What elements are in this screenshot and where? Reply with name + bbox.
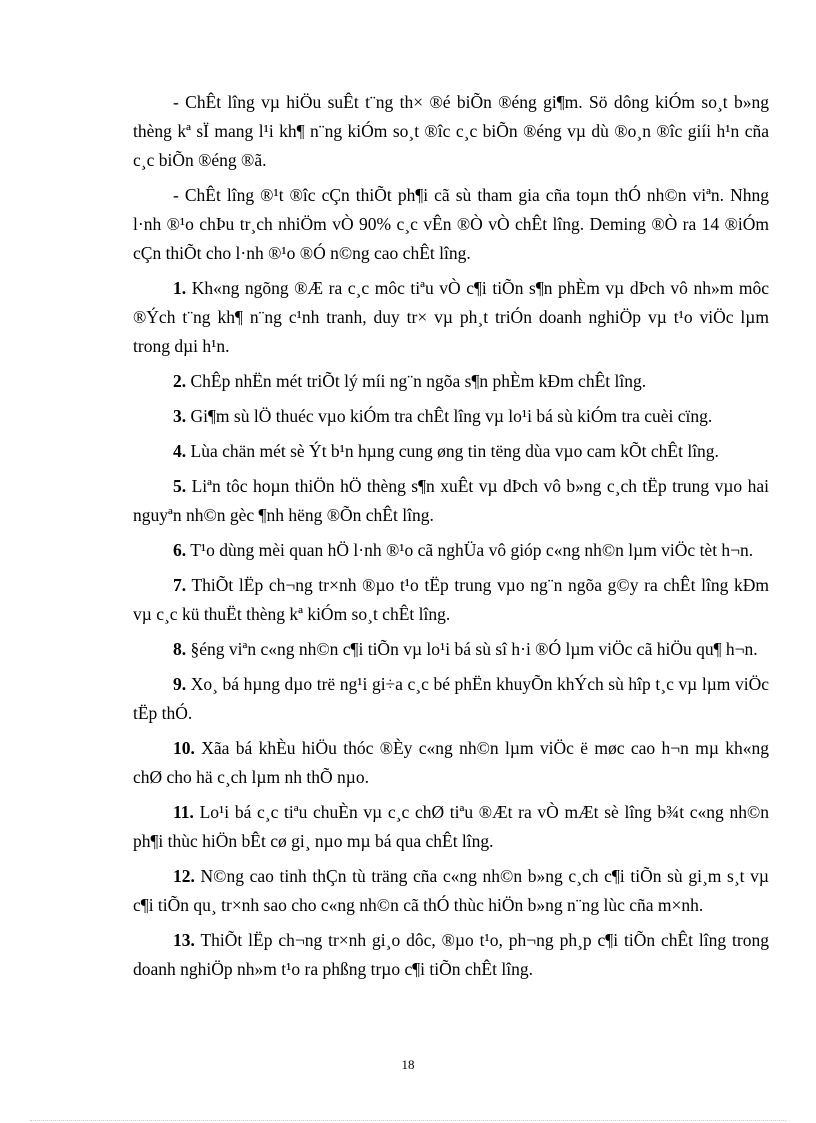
list-item [133, 536, 769, 565]
list-item-number: 10. [173, 738, 195, 758]
list-item-number: 9. [173, 674, 187, 694]
paragraph-text: - ChÊt lîng ®¹t ®îc cÇn thiÕt ph¶i cã sù tham gia cña toµn thÓ nh©n viªn. Nhng l·nh ®¹o chÞu tr¸ch nhiÖm vÒ 90% c¸c vÊn ®Ò vÒ chÊt lîng. Deming ®Ò ra 14 ®iÓm cÇn thiÕt cho l·nh ®¹o ®Ó n©ng cao chÊt lîng. [133, 185, 769, 263]
list-item-text: N©ng cao tinh thÇn tù träng cña c«ng nh©n b»ng c¸ch c¶i tiÕn sù gi¸m s¸t vµ c¶i tiÕn qu¸ tr×nh sao cho c«ng nh©n cã thÓ thùc hiÖn b»ng n¨ng lùc cña m×nh. [133, 866, 770, 915]
list-item-text: Liªn tôc hoµn thiÖn hÖ thèng s¶n xuÊt vµ dÞch vô b»ng c¸ch tËp trung vµo hai nguyªn nh©n gèc ¶nh hëng ®Õn chÊt lîng. [133, 476, 769, 525]
list-item [133, 926, 769, 984]
list-item [133, 472, 769, 530]
list-item-number: 2. [173, 371, 187, 391]
list-item-number: 13. [173, 930, 195, 950]
list-item-number: 1. [173, 278, 187, 298]
list-item-text: ThiÕt lËp ch¬ng tr×nh gi¸o dôc, ®µo t¹o, ph¬ng ph¸p c¶i tiÕn chÊt lîng trong doanh nghiÖp nh»m t¹o ra phßng trµo c¶i tiÕn chÊt lîng. [133, 930, 769, 979]
list-item-text: T¹o dùng mèi quan hÖ l·nh ®¹o cã nghÜa vô gióp c«ng nh©n lµm viÖc tèt h¬n. [190, 540, 754, 560]
list-item-number: 6. [173, 540, 187, 560]
list-item-number: 5. [173, 476, 187, 496]
list-item-text: ChÊp nhËn mét triÕt lý míi ng¨n ngõa s¶n phÈm kÐm chÊt lîng. [190, 371, 647, 391]
list-item-number: 4. [173, 441, 187, 461]
page-bottom-divider [30, 1120, 786, 1121]
list-item [133, 734, 769, 792]
list-item [133, 798, 769, 856]
list-item-number: 11. [173, 802, 194, 822]
list-item-text: Gi¶m sù lÖ thuéc vµo kiÓm tra chÊt lîng vµ lo¹i bá sù kiÓm tra cuèi cïng. [190, 406, 713, 426]
list-item-text: Xãa bá khÈu hiÖu thóc ®Èy c«ng nh©n lµm viÖc ë møc cao h¬n mµ kh«ng chØ cho hä c¸ch lµm nh thÕ nµo. [133, 738, 769, 787]
paragraph [133, 181, 769, 268]
paragraph-text: - ChÊt lîng vµ hiÖu suÊt t¨ng th× ®é biÕn ®éng gi¶m. Sö dông kiÓm so¸t b»ng thèng kª sÏ mang l¹i kh¶ n¨ng kiÓm so¸t ®îc c¸c biÕn ®éng vµ dù ®o¸n ®îc giíi h¹n cña c¸c biÕn ®éng ®ã. [133, 92, 769, 170]
list-item-text: Lùa chän mét sè Ýt b¹n hµng cung øng tin tëng dùa vµo cam kÕt chÊt lîng. [190, 441, 719, 461]
list-item [133, 862, 769, 920]
list-item-number: 3. [173, 406, 187, 426]
list-item [133, 571, 769, 629]
list-item [133, 670, 769, 728]
list-item-text: Kh«ng ngõng ®Æ ra c¸c môc tiªu vÒ c¶i tiÕn s¶n phÈm vµ dÞch vô nh»m môc ®Ých t¨ng kh¶ n¨ng c¹nh tranh, duy tr× vµ ph¸t triÓn doanh nghiÖp vµ t¹o viÖc lµm trong dµi h¹n. [133, 278, 769, 356]
list-item-number: 8. [173, 639, 187, 659]
list-item [133, 635, 769, 664]
page-number: 18 [401, 1057, 415, 1072]
list-item-text: §éng viªn c«ng nh©n c¶i tiÕn vµ lo¹i bá sù sî h·i ®Ó lµm viÖc cã hiÖu qu¶ h¬n. [190, 639, 758, 659]
list-item-number: 7. [173, 575, 187, 595]
document-page [133, 88, 769, 990]
list-item [133, 274, 769, 361]
list-item-text: Xo¸ bá hµng dµo trë ng¹i gi÷a c¸c bé phËn khuyÕn khÝch sù hîp t¸c vµ lµm viÖc tËp thÓ. [133, 674, 769, 723]
list-item-text: ThiÕt lËp ch¬ng tr×nh ®µo t¹o tËp trung vµo ng¨n ngõa g©y ra chÊt lîng kÐm vµ c¸c kü thuËt thèng kª kiÓm so¸t chÊt lîng. [133, 575, 769, 624]
list-item-number: 12. [173, 866, 195, 886]
list-item-text: Lo¹i bá c¸c tiªu chuÈn vµ c¸c chØ tiªu ®Æt ra vÒ mÆt sè lîng b¾t c«ng nh©n ph¶i thùc hiÖn bÊt cø gi¸ nµo mµ bá qua chÊt lîng. [133, 802, 770, 851]
list-item [133, 402, 769, 431]
list-item [133, 437, 769, 466]
paragraph [133, 88, 769, 175]
list-item [133, 367, 769, 396]
